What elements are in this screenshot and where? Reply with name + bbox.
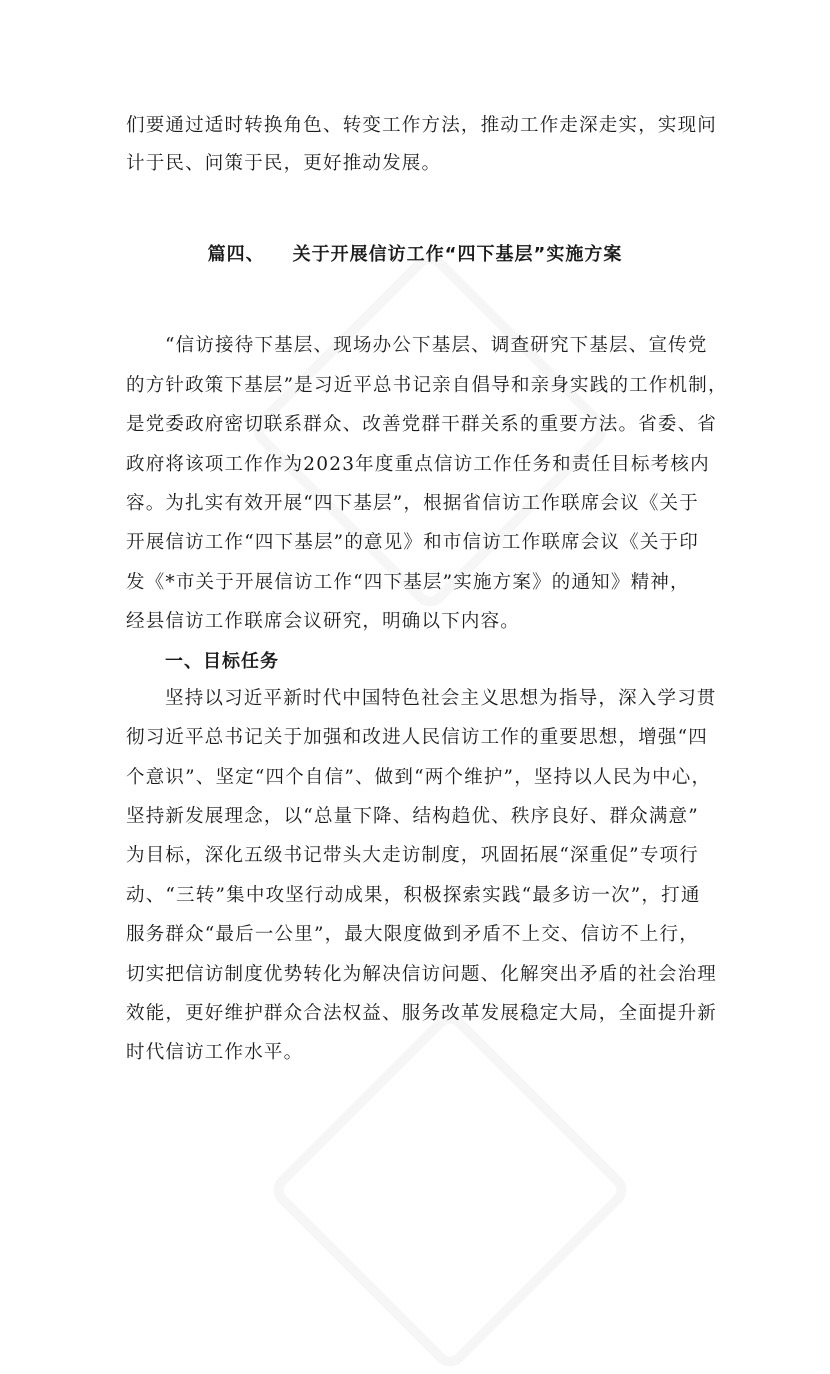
paragraph-line: 服务群众“最后一公里”，最大限度做到矛盾不上交、信访不上行， (126, 924, 699, 945)
paragraph-line: 彻习近平总书记关于加强和改进人民信访工作的重要思想，增强“四 (126, 727, 708, 748)
intro-line: 计于民、问策于民，更好推动发展。 (126, 153, 442, 174)
paragraph-line: 的方针政策下基层”是习近平总书记亲自倡导和亲身实践的工作机制， (126, 375, 728, 396)
paragraph-line: 切实把信访制度优势转化为解决信访问题、化解突出矛盾的社会治理 (126, 964, 718, 985)
paragraph-line: 经县信访工作联席会议研究，明确以下内容。 (126, 611, 521, 632)
paragraph-line: 坚持以习近平新时代中国特色社会主义思想为指导，深入学习贯 (165, 688, 717, 709)
section-heading: 一、目标任务 (165, 651, 279, 672)
paragraph-line: 发《*市关于开展信访工作“四下基层”实施方案》的通知》精神， (126, 572, 690, 593)
paragraph-line: 为目标，深化五级书记带头大走访制度，巩固拓展“深重促”专项行 (126, 845, 699, 866)
paragraph-line: 坚持新发展理念，以“总量下降、结构趋优、秩序良好、群众满意” (126, 806, 699, 827)
article-title-text: 关于开展信访工作“四下基层”实施方案 (292, 244, 623, 265)
article-title-part: 篇四、 (207, 244, 265, 265)
paragraph-line: 是党委政府密切联系群众、改善党群干群关系的重要方法。省委、省 (126, 414, 718, 435)
paragraph-line: 容。为扎实有效开展“四下基层”，根据省信访工作联席会议《关于 (126, 493, 699, 514)
paragraph-line: 效能，更好维护群众合法权益、服务改革发展稳定大局，全面提升新 (126, 1003, 718, 1024)
paragraph-line: 时代信访工作水平。 (126, 1042, 304, 1063)
paragraph-line: 个意识”、坚定“四个自信”、做到“两个维护”，坚持以人民为中心， (126, 767, 712, 788)
watermark-logo (266, 1006, 634, 1374)
intro-line: 们要通过适时转换角色、转变工作方法，推动工作走深走实，实现问 (126, 115, 718, 136)
article-title (0, 240, 830, 266)
paragraph-line: 动、“三转”集中攻坚行动成果，积极探索实践“最多访一次”，打通 (126, 885, 701, 906)
paragraph-line: 开展信访工作“四下基层”的意见》和市信访工作联席会议《关于印 (126, 532, 699, 553)
paragraph-line: “信访接待下基层、现场办公下基层、调查研究下基层、宣传党 (165, 335, 708, 356)
paragraph-line: 政府将该项工作作为2023年度重点信访工作任务和责任目标考核内 (126, 454, 710, 475)
